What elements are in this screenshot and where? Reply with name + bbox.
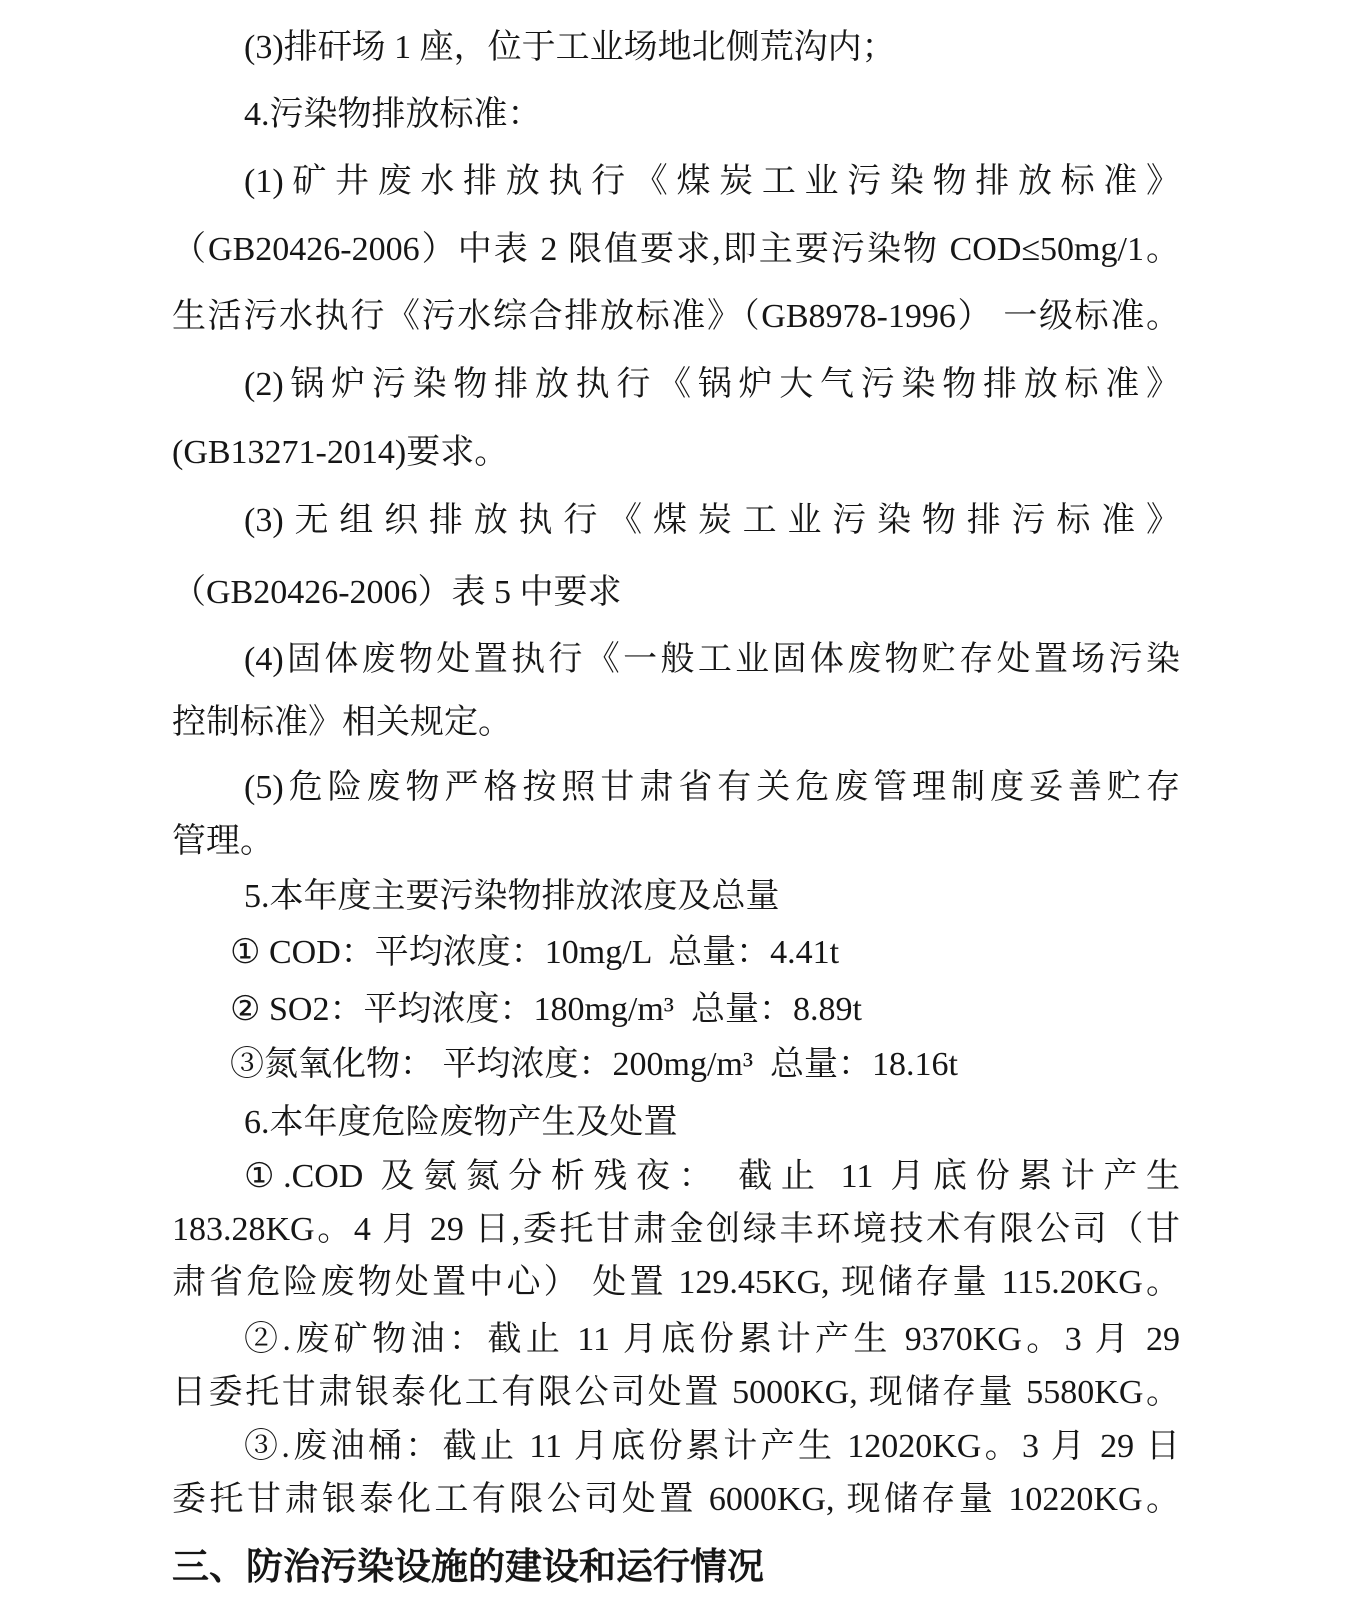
doc-line-20: 183.28KG。4 月 29 日,委托甘肃金创绿丰环境技术有限公司（甘 — [172, 1211, 1180, 1248]
doc-line-15-cod-stats: ① COD：平均浓度：10mg/L 总量：4.41t — [230, 934, 840, 971]
doc-line-16-so2-stats: ② SO2：平均浓度：180mg/m³ 总量：8.89t — [230, 991, 862, 1028]
doc-line-01: (3)排矸场 1 座，位于工业场地北侧荒沟内； — [244, 29, 896, 66]
doc-line-18-item-6-heading: 6.本年度危险废物产生及处置 — [244, 1104, 678, 1141]
doc-line-24: ③.废油桶：截止 11 月底份累计产生 12020KG。3 月 29 日 — [244, 1428, 1180, 1465]
doc-line-21: 肃省危险废物处置中心） 处置 129.45KG, 现储存量 115.20KG。 — [172, 1264, 1180, 1301]
doc-line-17-nox-stats: ③氮氧化物： 平均浓度：200mg/m³ 总量：18.16t — [230, 1046, 958, 1083]
doc-line-25: 委托甘肃银泰化工有限公司处置 6000KG, 现储存量 10220KG。 — [172, 1481, 1180, 1518]
doc-line-05: 生活污水执行《污水综合排放标准》（GB8978-1996） 一级标准。 — [172, 298, 1180, 335]
doc-line-11: 控制标准》相关规定。 — [172, 704, 512, 741]
doc-line-12: (5)危险废物严格按照甘肃省有关危废管理制度妥善贮存 — [244, 769, 1180, 806]
doc-line-09: （GB20426-2006）表 5 中要求 — [172, 574, 622, 611]
doc-line-19: ①.COD 及氨氮分析残夜： 截止 11 月底份累计产生 — [244, 1158, 1180, 1195]
doc-line-07: (GB13271-2014)要求。 — [172, 434, 509, 471]
doc-line-08: (3)无组织排放执行《煤炭工业污染物排污标准》 — [244, 502, 1180, 539]
doc-line-03: (1)矿井废水排放执行《煤炭工业污染物排放标准》 — [244, 163, 1180, 200]
doc-line-14-item-5-heading: 5.本年度主要污染物排放浓度及总量 — [244, 878, 780, 915]
doc-line-10: (4)固体废物处置执行《一般工业固体废物贮存处置场污染 — [244, 641, 1180, 678]
doc-line-04: （GB20426-2006）中表 2 限值要求,即主要污染物 COD≤50mg/1。 — [172, 231, 1180, 268]
doc-line-13: 管理。 — [172, 823, 274, 860]
doc-line-22: ②.废矿物油：截止 11 月底份累计产生 9370KG。3 月 29 — [244, 1321, 1180, 1358]
doc-line-06: (2)锅炉污染物排放执行《锅炉大气污染物排放标准》 — [244, 366, 1180, 403]
doc-line-23: 日委托甘肃银泰化工有限公司处置 5000KG, 现储存量 5580KG。 — [172, 1374, 1180, 1411]
section-heading-3: 三、防治污染设施的建设和运行情况 — [172, 1546, 764, 1587]
doc-line-02-item-4-heading: 4.污染物排放标准： — [244, 96, 542, 133]
